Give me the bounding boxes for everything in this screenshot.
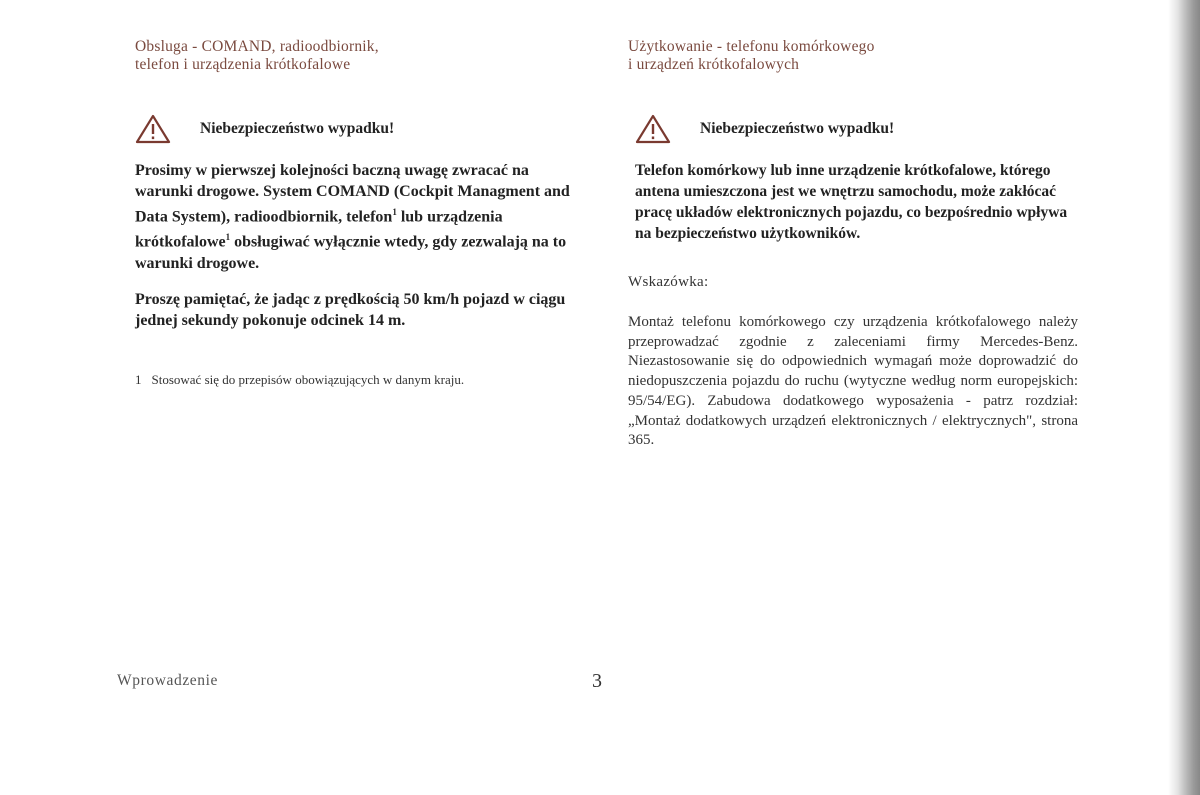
warning-text-part-2: lub urządzenia krótkofalowe xyxy=(135,208,503,251)
warning-paragraph-1 xyxy=(135,160,575,274)
section-header-line1: Użytkowanie - telefonu komórkowego xyxy=(628,38,875,55)
section-header-line1: Obsluga - COMAND, radioodbiornik, xyxy=(135,38,379,55)
warning-paragraph-2: Proszę pamiętać, że jadąc z prędkością 50 km/h pojazd w ciągu jednej sekundy pokonuje odcinek 14 m. xyxy=(135,290,566,329)
footnote-text: Stosować się do przepisów obowiązujących w danym kraju. xyxy=(151,372,465,387)
warning-box xyxy=(135,112,575,346)
section-header-line2: telefon i urządzenia krótkofalowe xyxy=(135,56,351,73)
note-label: Wskazówka: xyxy=(628,274,709,290)
warning-body xyxy=(135,160,575,331)
warning-box xyxy=(635,112,1075,259)
warning-heading xyxy=(635,112,1075,146)
warning-triangle-icon xyxy=(635,114,671,144)
warning-text-part-3: obsługiwać wyłącznie wtedy, gdy zezwalają na to warunki drogowe. xyxy=(135,233,567,272)
note-section xyxy=(628,274,1078,451)
page-edge-shadow xyxy=(1168,0,1200,795)
right-page xyxy=(600,0,1200,795)
page-number: 3 xyxy=(592,670,602,692)
warning-triangle-icon xyxy=(135,114,171,144)
section-header xyxy=(135,38,575,74)
chapter-footer-title: Wprowadzenie xyxy=(117,672,219,689)
warning-paragraph-1: Telefon komórkowy lub inne urządzenie krótkofalowe, którego antena umieszczona jest we wnętrzu samochodu, może zakłócać pracę układów elektronicznych pojazdu, co bezpośrednio wpływa na bezpieczeństwo użytkowników. xyxy=(635,162,1068,242)
warning-body xyxy=(635,160,1085,244)
note-body: Montaż telefonu komórkowego czy urządzenia krótkofalowego należy przeprowadzać zgodnie z zaleceniami firmy Mercedes-Benz. Niezastosowanie się do odpowiednich wymagań może doprowadzić do niedopuszczenia pojazdu do ruchu (wytyczne według norm europejskich: 95/54/EG). Zabudowa dodatkowego wyposażenia - patrz rozdział: „Montaż dodatkowych urządzeń elektronicznych / elektrycznych", strona 365. xyxy=(628,314,1078,449)
footnote xyxy=(135,372,464,388)
footnote-number: 1 xyxy=(135,372,142,387)
footnote-ref: 1 xyxy=(225,232,231,243)
section-header xyxy=(628,38,1068,74)
warning-text-part-1: Prosimy w pierwszej kolejności baczną uwagę zwracać na warunki drogowe. System COMAND (Cockpit Managment and Data System), radioodbiornik, telefon xyxy=(135,162,570,226)
warning-title: Niebezpieczeństwo wypadku! xyxy=(700,120,895,137)
footnote-ref: 1 xyxy=(392,207,397,217)
section-header-line2: i urządzeń krótkofalowych xyxy=(628,56,800,73)
warning-title: Niebezpieczeństwo wypadku! xyxy=(200,120,395,137)
warning-heading xyxy=(135,112,575,146)
